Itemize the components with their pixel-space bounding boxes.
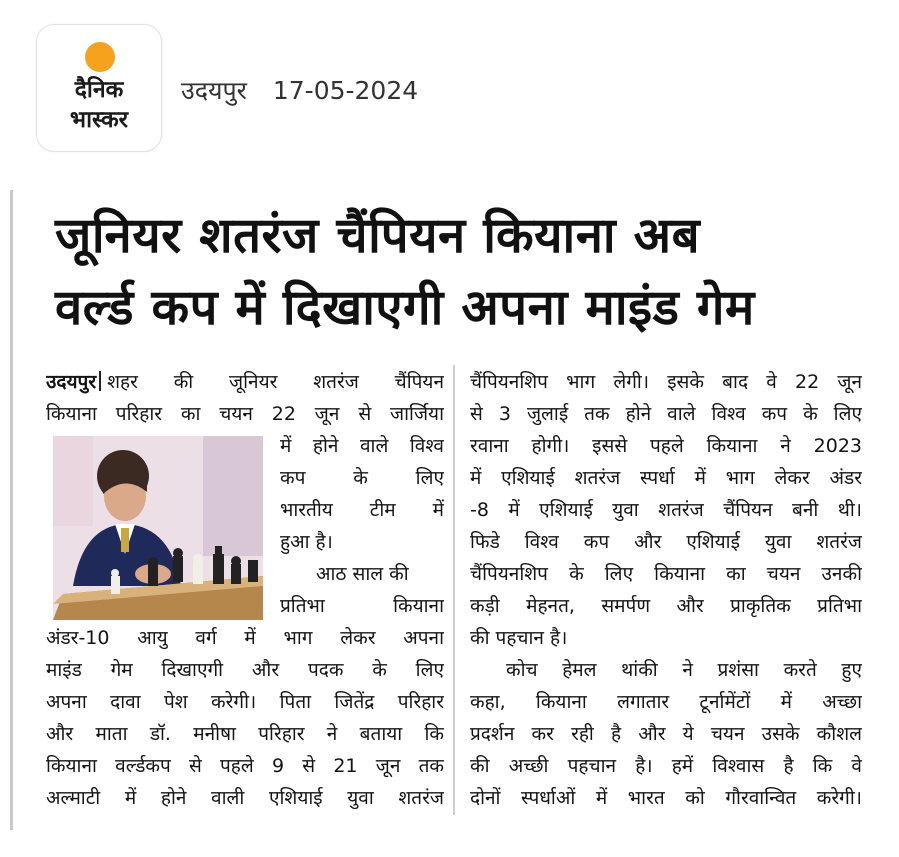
text-line: कप के लिए (280, 467, 444, 489)
article-column-left-bottom (46, 622, 444, 814)
edition-dateline (181, 73, 418, 107)
dateline-separator (99, 371, 101, 391)
headline-line-2: वर्ल्ड कप में दिखाएगी अपना माइंड गेम (55, 279, 755, 336)
text-line: अल्माटी में होने वाली एशियाई युवा शतरंज (46, 787, 444, 809)
text-line: कहा, कियाना लगातार टूर्नामेंटों में अच्छा (470, 691, 862, 713)
text-line: में होने वाले विश्व (280, 435, 444, 457)
text-line: चैंपियनशिप के लिए कियाना का चयन उनकी (470, 563, 862, 585)
sun-icon (85, 42, 115, 72)
text-line: माइंड गेम दिखाएगी और पदक के लिए (46, 659, 444, 681)
text-line: में एशियाई शतरंज स्पर्धा में भाग लेकर अंडर (470, 467, 862, 489)
article-column-left (46, 366, 444, 430)
newspaper-header (0, 0, 899, 190)
text-line: कियाना वर्ल्डकप से पहले 9 से 21 जून तक (46, 755, 444, 777)
text-line: फिडे विश्व कप और एशियाई युवा शतरंज (470, 531, 862, 553)
text-line: कोच हेमल थांकी ने प्रशंसा करते हुए (506, 659, 862, 681)
text-line: और माता डॉ. मनीषा परिहार ने बताया कि (46, 723, 444, 745)
column-divider (453, 365, 455, 815)
text-line: हुआ है। (280, 531, 333, 553)
logo-text-line2: भास्कर (69, 107, 129, 133)
news-article (0, 190, 899, 857)
text-line: कियाना परिहार का चयन 22 जून से जार्जिया (46, 403, 444, 425)
text-line: कड़ी मेहनत, समर्पण और प्राकृतिक प्रतिभा (470, 595, 862, 617)
text-line: उदयपुर शहर की जूनियर शतरंज चैंपियन (46, 371, 444, 393)
text-line: चैंपियनशिप भाग लेगी। इसके बाद वे 22 जून (470, 371, 862, 393)
dateline-city: उदयपुर (46, 371, 97, 393)
text-line: प्रदर्शन कर रही है और ये चयन उसके कौशल (470, 723, 862, 745)
text-line: अपना दावा पेश करेगी। पिता जितेंद्र परिहार (46, 691, 444, 713)
text-line: भारतीय टीम में (280, 499, 444, 521)
text-line: अंडर-10 आयु वर्ग में भाग लेकर अपना (46, 627, 444, 649)
chess-player-photo (53, 436, 263, 620)
chess-photo-illustration (53, 436, 263, 620)
article-headline (55, 200, 870, 344)
dainik-bhaskar-logo (36, 24, 162, 152)
edition-date: 17-05-2024 (272, 76, 419, 105)
text-line: की अच्छी पहचान है। हमें विश्वास है कि वे (470, 755, 862, 777)
text-line: से 3 जुलाई तक होने वाले विश्व कप के लिए (470, 403, 862, 425)
text-line: -8 में एशियाई युवा शतरंज चैंपियन बनी थी। (470, 499, 862, 521)
text-line: की पहचान है। (470, 627, 568, 649)
text-line: प्रतिभा कियाना (280, 595, 444, 617)
article-column-right (470, 366, 862, 814)
text-line: दोनों स्पर्धाओं में भारत को गौरवान्वित करेगी। (470, 787, 862, 809)
text-line: आठ साल की (316, 563, 409, 585)
left-border-rule (10, 190, 13, 830)
text-wrap-around-photo (280, 430, 444, 622)
headline-line-1: जूनियर शतरंज चैंपियन कियाना अब (55, 207, 701, 264)
edition-city: उदयपुर (181, 76, 247, 105)
text-line: रवाना होगी। इससे पहले कियाना ने 2023 (470, 435, 862, 457)
logo-text-line1: दैनिक (74, 77, 124, 103)
